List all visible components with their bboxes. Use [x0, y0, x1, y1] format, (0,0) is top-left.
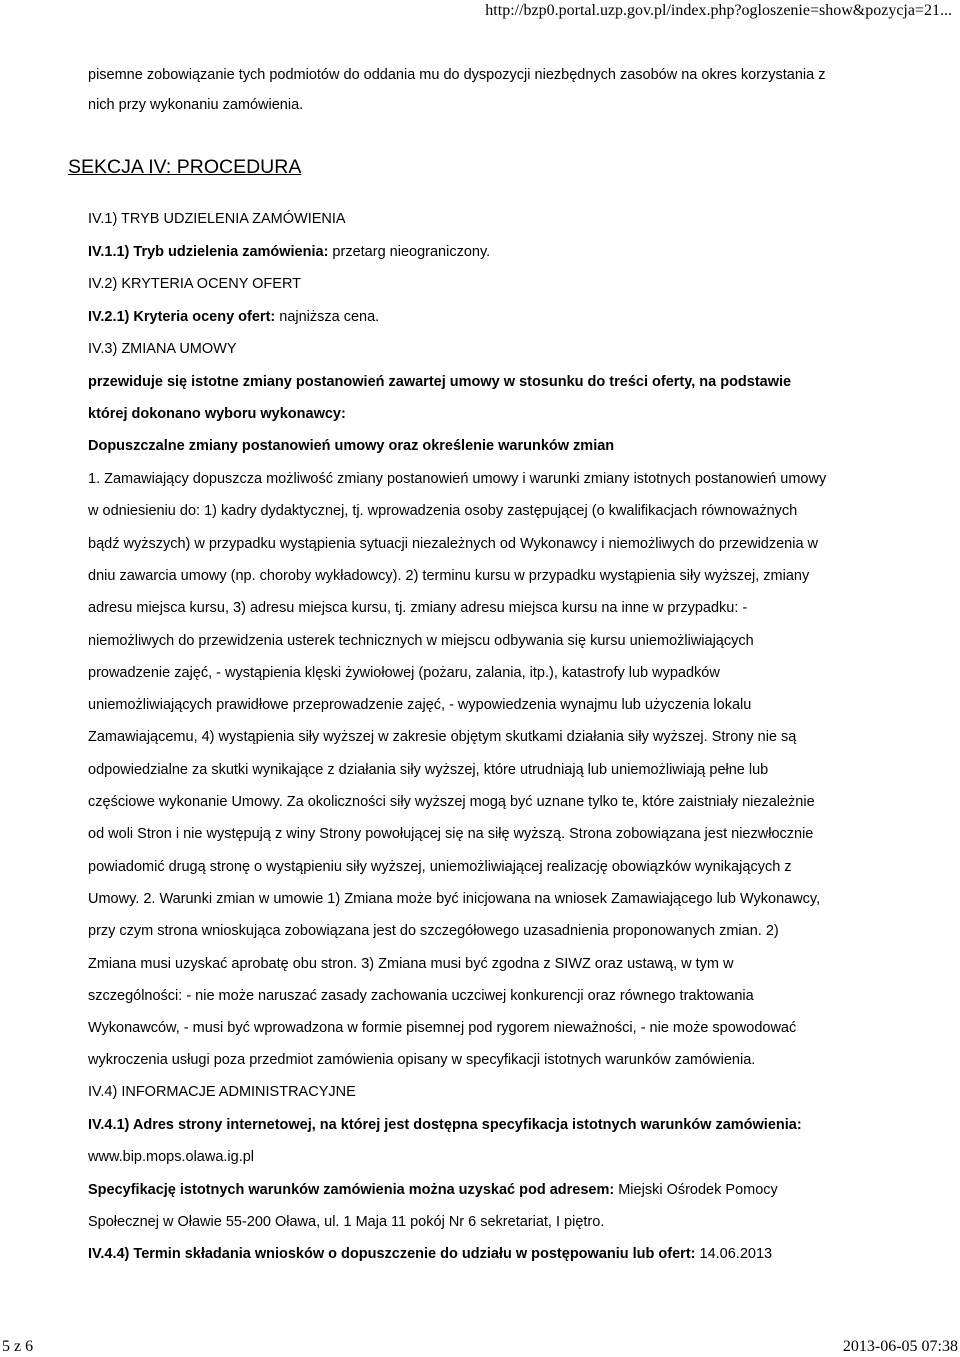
iv11-row	[88, 243, 490, 261]
spec-value-1: Miejski Ośrodek Pomocy	[614, 1182, 778, 1198]
iv3-heading: IV.3) ZMIANA UMOWY	[88, 341, 237, 357]
iv3-text-line: bądź wyższych) w przypadku wystąpienia sytuacji niezależnych od Wykonawcy i niemożliwych do przewidzenia w	[88, 536, 819, 552]
iv3-text-line: przy czym strona wnioskująca zobowiązana jest do szczegółowego uzasadnienia proponowanych zmian. 2)	[88, 923, 779, 939]
iv3-bold-line-3: Dopuszczalne zmiany postanowień umowy oraz określenie warunków zmian	[88, 438, 615, 454]
iv3-text-line: od woli Stron i nie występują z winy Strony powołującej się na siłę wyższą. Strona zobowiązana jest niezwłocznie	[88, 826, 814, 842]
iv3-text-line: odpowiedzialne za skutki wynikające z działania siły wyższej, które utrudniają lub uniemożliwiają pełne lub	[88, 762, 769, 778]
intro-line-1: pisemne zobowiązanie tych podmiotów do oddania mu do dyspozycji niezbędnych zasobów na okres korzystania z	[88, 67, 826, 83]
footer-datetime: 2013-06-05 07:38	[842, 1338, 958, 1355]
iv3-text-line: częściowe wykonanie Umowy. Za okoliczności siły wyższej mogą być uznane tylko te, które zaistniały niezależnie	[88, 794, 815, 810]
iv3-text-line: dniu zawarcia umowy (np. choroby wykładowcy). 2) terminu kursu w przypadku wystąpienia siły wyższej, zmiany	[88, 568, 810, 584]
iv4-heading: IV.4) INFORMACJE ADMINISTRACYJNE	[88, 1084, 356, 1100]
iv3-text-line: uniemożliwiających prawidłowe przeprowadzenie zajęć, - wypowiedzenia wynajmu lub użyczenia lokalu	[88, 697, 752, 713]
iv3-text-line: szczególności: - nie może naruszać zasady zachowania uczciwej konkurencji oraz równego traktowania	[88, 988, 754, 1004]
iv1-heading: IV.1) TRYB UDZIELENIA ZAMÓWIENIA	[88, 211, 346, 227]
spec-value-2: Społecznej w Oławie 55-200 Oława, ul. 1 Maja 11 pokój Nr 6 sekretariat, I piętro.	[88, 1214, 605, 1230]
iv3-text-line: powiadomić drugą stronę o wystąpieniu siły wyższej, uniemożliwiającej realizację obowiązków wynikających z	[88, 859, 792, 875]
iv3-text-line: w odniesieniu do: 1) kadry dydaktycznej, tj. wprowadzenia osoby zastępującej (o kwalifikacjach równoważnych	[88, 503, 798, 519]
section-title: SEKCJA IV: PROCEDURA	[68, 156, 302, 178]
iv2-heading: IV.2) KRYTERIA OCENY OFERT	[88, 276, 302, 292]
iv3-bold-line-1: przewiduje się istotne zmiany postanowień zawartej umowy w stosunku do treści oferty, na podstawie	[88, 374, 792, 390]
iv3-text-line: adresu miejsca kursu, 3) adresu miejsca kursu, tj. zmiany adresu miejsca kursu na inne w przypadku: -	[88, 600, 748, 616]
iv3-text-line: Wykonawców, - musi być wprowadzona w formie pisemnej pod rygorem nieważności, - nie może spowodować	[88, 1020, 797, 1036]
iv11-value: przetarg nieograniczony.	[328, 244, 491, 260]
iv3-text-line: wykroczenia usługi poza przedmiot zamówienia opisany w specyfikacji istotnych warunków zamówienia.	[88, 1052, 756, 1068]
iv3-text-line: Zamawiającemu, 4) wystąpienia siły wyższej w zakresie objętym skutkami działania siły wyższej. Strony nie są	[88, 729, 797, 745]
iv44-row	[88, 1245, 772, 1263]
iv41-value: www.bip.mops.olawa.ig.pl	[88, 1149, 255, 1165]
iv21-row	[88, 308, 379, 326]
spec-row	[88, 1181, 778, 1199]
page-url: http://bzp0.portal.uzp.gov.pl/index.php?ogloszenie=show&pozycja=21...	[485, 2, 952, 19]
spec-label: Specyfikację istotnych warunków zamówienia można uzyskać pod adresem:	[88, 1182, 615, 1198]
iv3-bold-line-2: której dokonano wyboru wykonawcy:	[88, 406, 346, 422]
iv3-text-line: niemożliwych do przewidzenia usterek technicznych w miejscu odbywania się kursu uniemożliwiających	[88, 633, 754, 649]
intro-line-2: nich przy wykonaniu zamówienia.	[88, 97, 304, 113]
iv21-label: IV.2.1) Kryteria oceny ofert:	[88, 309, 276, 325]
iv3-text-line: prowadzenie zajęć, - wystąpienia klęski żywiołowej (pożaru, zalania, itp.), katastrofy lub wypadków	[88, 665, 720, 681]
footer-page-number: 5 z 6	[2, 1338, 34, 1355]
iv3-text-line: 1. Zamawiający dopuszcza możliwość zmiany postanowień umowy i warunki zmiany istotnych postanowień umowy	[88, 471, 827, 487]
iv3-text-line: Zmiana musi uzyskać aprobatę obu stron. 3) Zmiana musi być zgodna z SIWZ oraz ustawą, w tym w	[88, 956, 734, 972]
iv21-value: najniższa cena.	[275, 309, 380, 325]
iv44-value: 14.06.2013	[695, 1246, 773, 1262]
iv41-label: IV.4.1) Adres strony internetowej, na której jest dostępna specyfikacja istotnych warunków zamówienia:	[88, 1117, 802, 1133]
iv44-label: IV.4.4) Termin składania wniosków o dopuszczenie do udziału w postępowaniu lub ofert:	[88, 1246, 696, 1262]
iv11-label: IV.1.1) Tryb udzielenia zamówienia:	[88, 244, 329, 260]
iv3-text-line: Umowy. 2. Warunki zmian w umowie 1) Zmiana może być inicjowana na wniosek Zamawiającego lub Wykonawcy,	[88, 891, 821, 907]
